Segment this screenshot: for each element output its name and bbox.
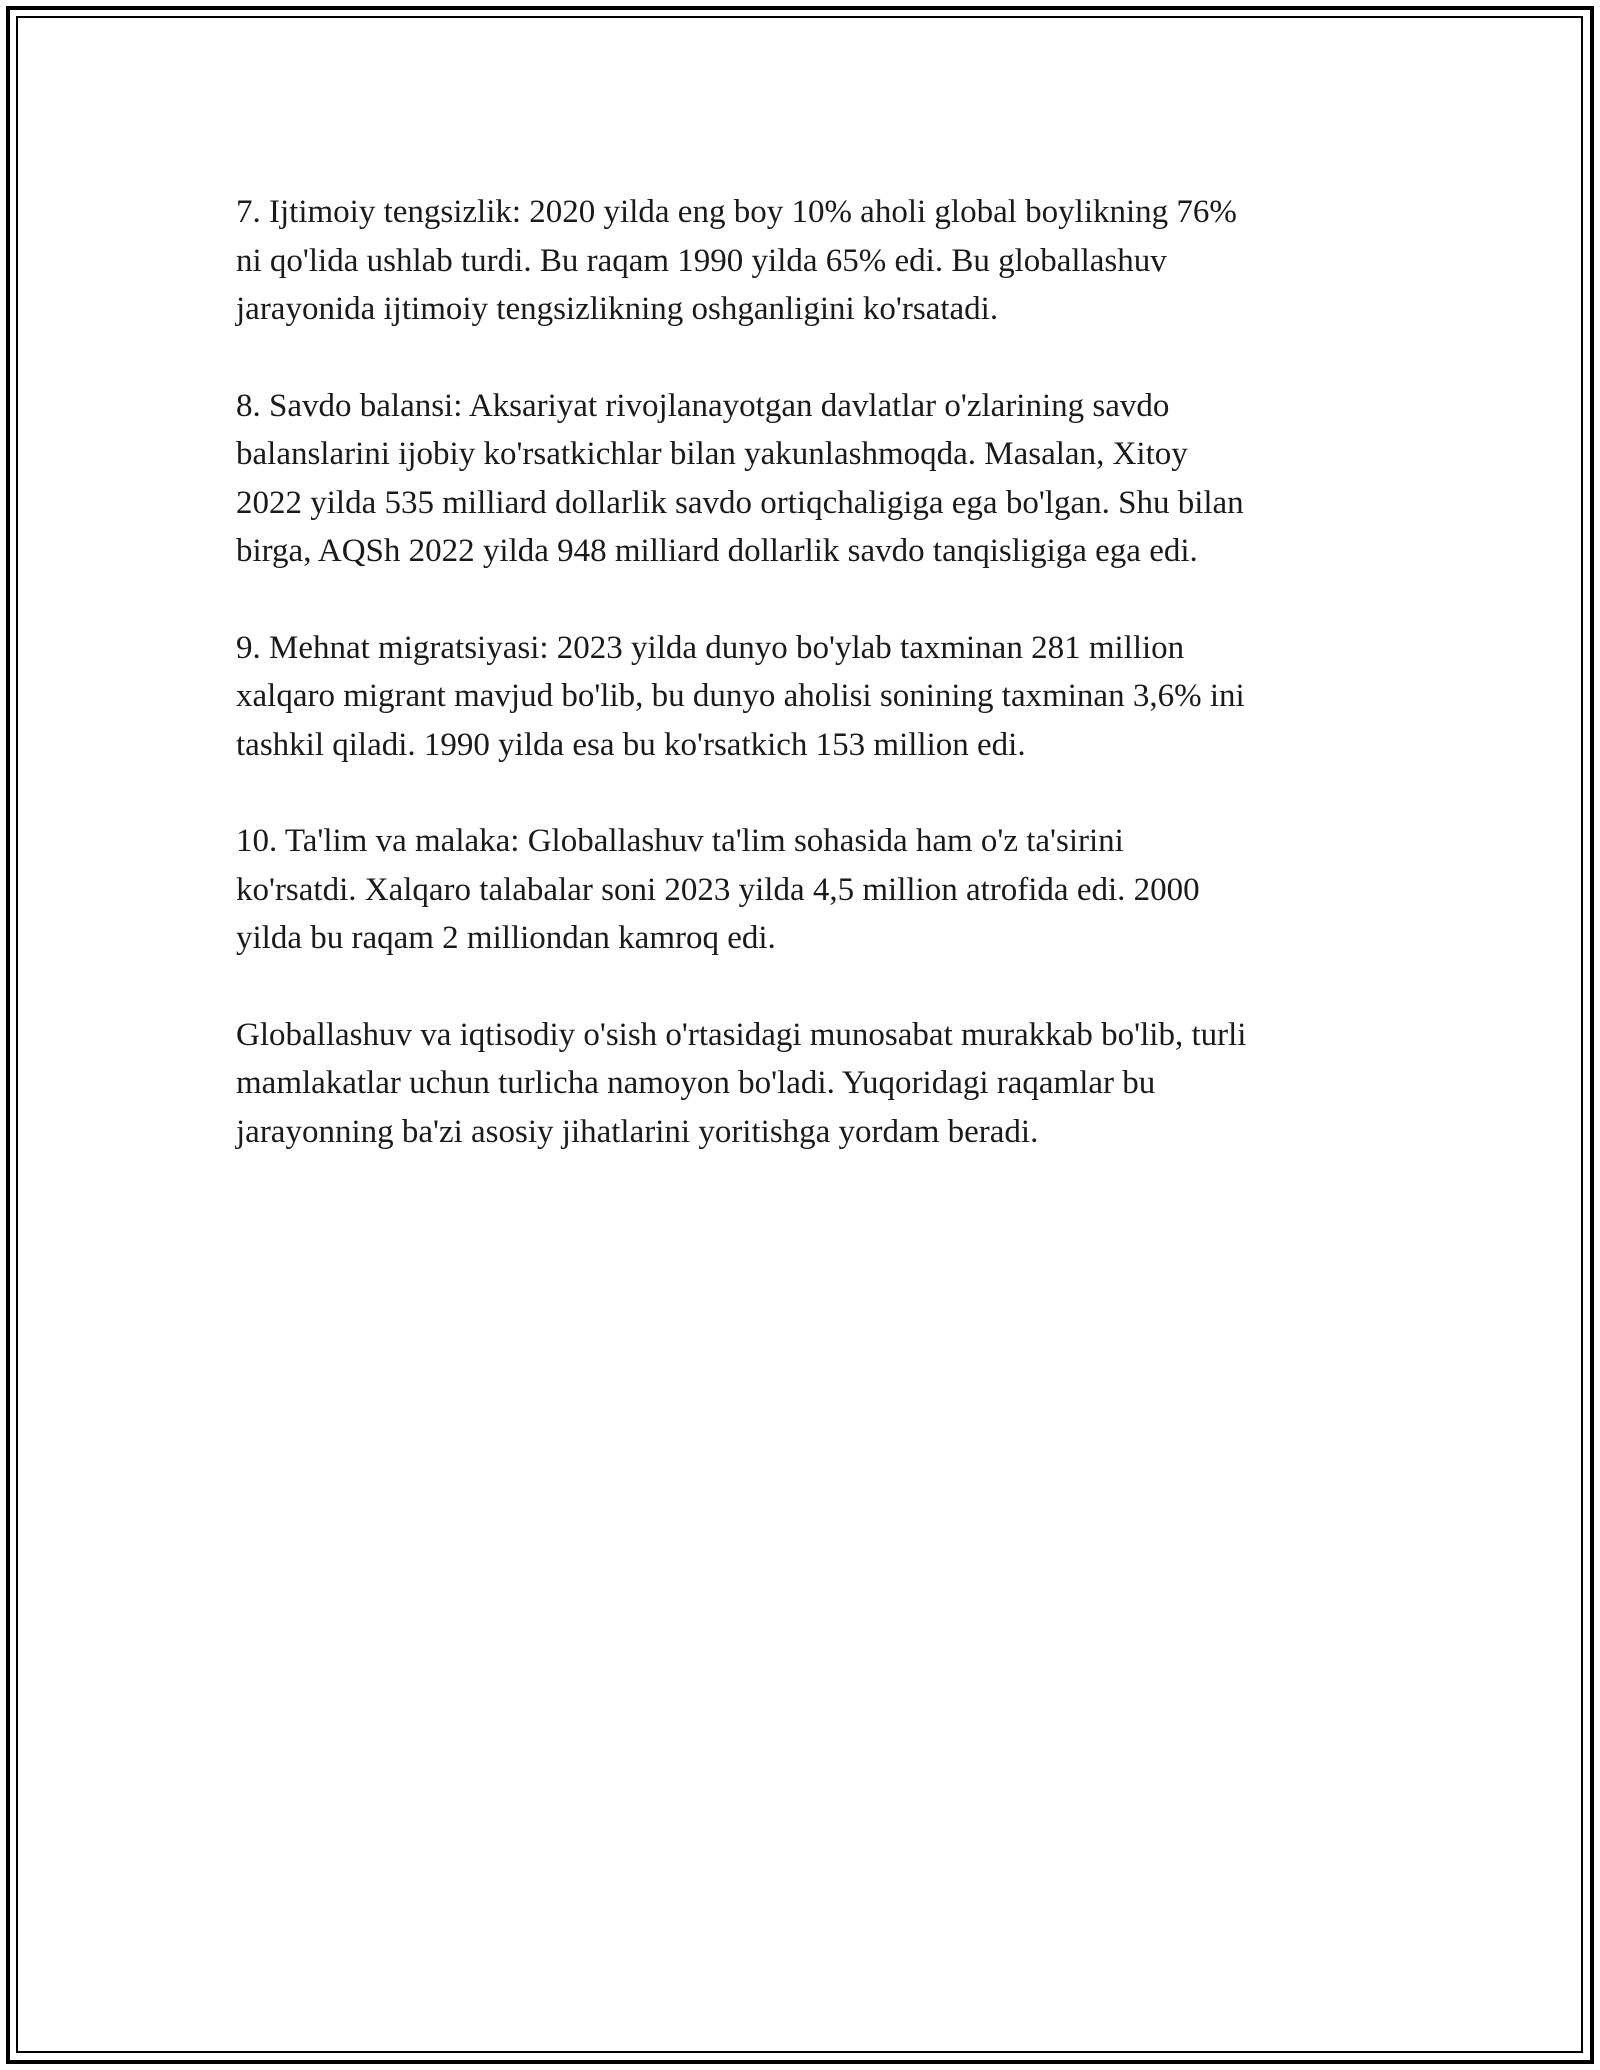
paragraph-education: 10. Ta'lim va malaka: Globallashuv ta'lim sohasida ham o'z ta'sirini ko'rsatdi. Xalqaro talabalar soni 2023 yilda 4,5 million atrofida edi. 2000 yilda bu raqam 2 milliondan kamroq edi. [236,823,1200,956]
paragraph-social-inequality: 7. Ijtimoiy tengsizlik: 2020 yilda eng boy 10% aholi global boylikning 76% ni qo'lida ushlab turdi. Bu raqam 1990 yilda 65% edi. Bu globallashuv jarayonida ijtimoiy tengsizlikning oshganligini ko'rsatadi. [236,194,1237,327]
paragraph-trade-balance: 8. Savdo balansi: Aksariyat rivojlanayotgan davlatlar o'zlarining savdo balanslarini ijobiy ko'rsatkichlar bilan yakunlashmoqda. Masalan, Xitoy 2022 yilda 535 milliard dollarlik savdo ortiqchaligiga ega bo'lgan. Shu bilan birga, AQSh 2022 yilda 948 milliard dollarlik savdo tanqisligiga ega edi. [236,387,1244,569]
paragraph-conclusion: Globallashuv va iqtisodiy o'sish o'rtasidagi munosabat murakkab bo'lib, turli mamlakatlar uchun turlicha namoyon bo'ladi. Yuqoridagi raqamlar bu jarayonning ba'zi asosiy jihatlarini yoritishga yordam beradi. [236,1016,1247,1150]
paragraph-labor-migration: 9. Mehnat migratsiyasi: 2023 yilda dunyo bo'ylab taxminan 281 million xalqaro migrant mavjud bo'lib, bu dunyo aholisi sonining taxminan 3,6% ini tashkil qiladi. 1990 yilda esa bu ko'rsatkich 153 million edi. [236,629,1245,763]
document-body [236,188,1368,1204]
